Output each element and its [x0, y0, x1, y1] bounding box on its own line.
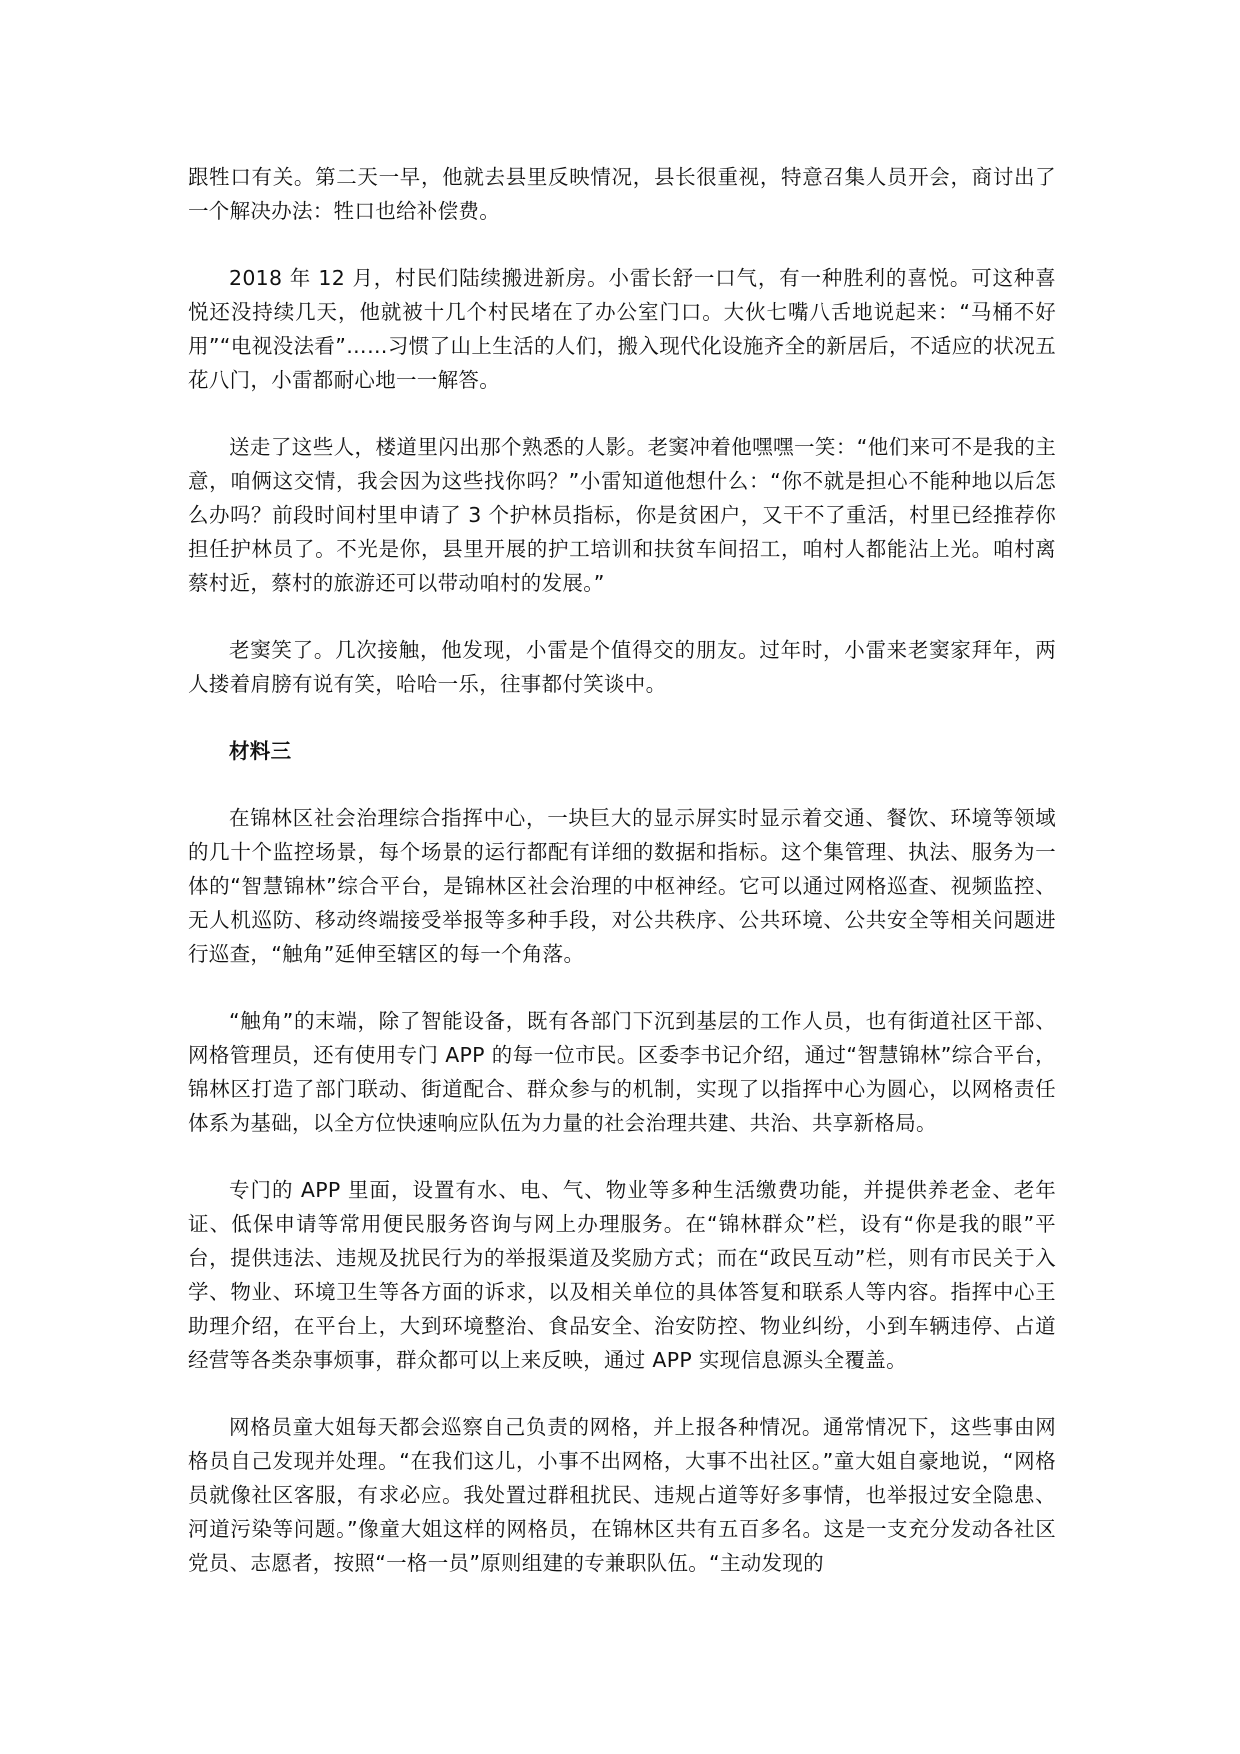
paragraph-1: 跟牲口有关。第二天一早，他就去县里反映情况，县长很重视，特意召集人员开会，商讨出了一个解决办法：牲口也给补偿费。 — [188, 165, 1056, 223]
paragraph-4: 老窦笑了。几次接触，他发现，小雷是个值得交的朋友。过年时，小雷来老窦家拜年，两人搂着肩膀有说有笑，哈哈一乐，往事都付笑谈中。 — [188, 638, 1056, 696]
paragraph-5: 在锦林区社会治理综合指挥中心，一块巨大的显示屏实时显示着交通、餐饮、环境等领域的几十个监控场景，每个场景的运行都配有详细的数据和指标。这个集管理、执法、服务为一体的“智慧锦林”综合平台，是锦林区社会治理的中枢神经。它可以通过网格巡查、视频监控、无人机巡防、移动终端接受举报等多种手段，对公共秩序、公共环境、公共安全等相关问题进行巡查，“触角”延伸至辖区的每一个角落。 — [188, 806, 1056, 966]
section-heading-material-3: 材料三 — [229, 739, 292, 763]
paragraph-7: 专门的 APP 里面，设置有水、电、气、物业等多种生活缴费功能，并提供养老金、老年证、低保申请等常用便民服务咨询与网上办理服务。在“锦林群众”栏，设有“你是我的眼”平台，提供违法、违规及扰民行为的举报渠道及奖励方式；而在“政民互动”栏，则有市民关于入学、物业、环境卫生等各方面的诉求，以及相关单位的具体答复和联系人等内容。指挥中心王助理介绍，在平台上，大到环境整治、食品安全、治安防控、物业纠纷，小到车辆违停、占道经营等各类杂事烦事，群众都可以上来反映，通过 APP 实现信息源头全覆盖。 — [188, 1178, 1056, 1372]
paragraph-6: “触角”的末端，除了智能设备，既有各部门下沉到基层的工作人员，也有街道社区干部、网格管理员，还有使用专门 APP 的每一位市民。区委李书记介绍，通过“智慧锦林”综合平台，锦林区打造了部门联动、街道配合、群众参与的机制，实现了以指挥中心为圆心，以网格责任体系为基础，以全方位快速响应队伍为力量的社会治理共建、共治、共享新格局。 — [188, 1009, 1056, 1135]
paragraph-8: 网格员童大姐每天都会巡察自己负责的网格，并上报各种情况。通常情况下，这些事由网格员自己发现并处理。“在我们这儿，小事不出网格，大事不出社区。”童大姐自豪地说，“网格员就像社区客服，有求必应。我处置过群租扰民、违规占道等好多事情，也举报过安全隐患、河道污染等问题。”像童大姐这样的网格员，在锦林区共有五百多名。这是一支充分发动各社区党员、志愿者，按照“一格一员”原则组建的专兼职队伍。“主动发现的 — [188, 1415, 1056, 1575]
paragraph-3: 送走了这些人，楼道里闪出那个熟悉的人影。老窦冲着他嘿嘿一笑：“他们来可不是我的主意，咱俩这交情，我会因为这些找你吗？”小雷知道他想什么：“你不就是担心不能种地以后怎么办吗？前段时间村里申请了 3 个护林员指标，你是贫困户，又干不了重活，村里已经推荐你担任护林员了。不光是你，县里开展的护工培训和扶贫车间招工，咱村人都能沾上光。咱村离蔡村近，蔡村的旅游还可以带动咱村的发展。” — [188, 435, 1056, 595]
paragraph-2: 2018 年 12 月，村民们陆续搬进新房。小雷长舒一口气，有一种胜利的喜悦。可这种喜悦还没持续几天，他就被十几个村民堵在了办公室门口。大伙七嘴八舌地说起来：“马桶不好用”“电视没法看”……习惯了山上生活的人们，搬入现代化设施齐全的新居后，不适应的状况五花八门，小雷都耐心地一一解答。 — [188, 266, 1056, 392]
document-body — [188, 160, 1056, 1613]
